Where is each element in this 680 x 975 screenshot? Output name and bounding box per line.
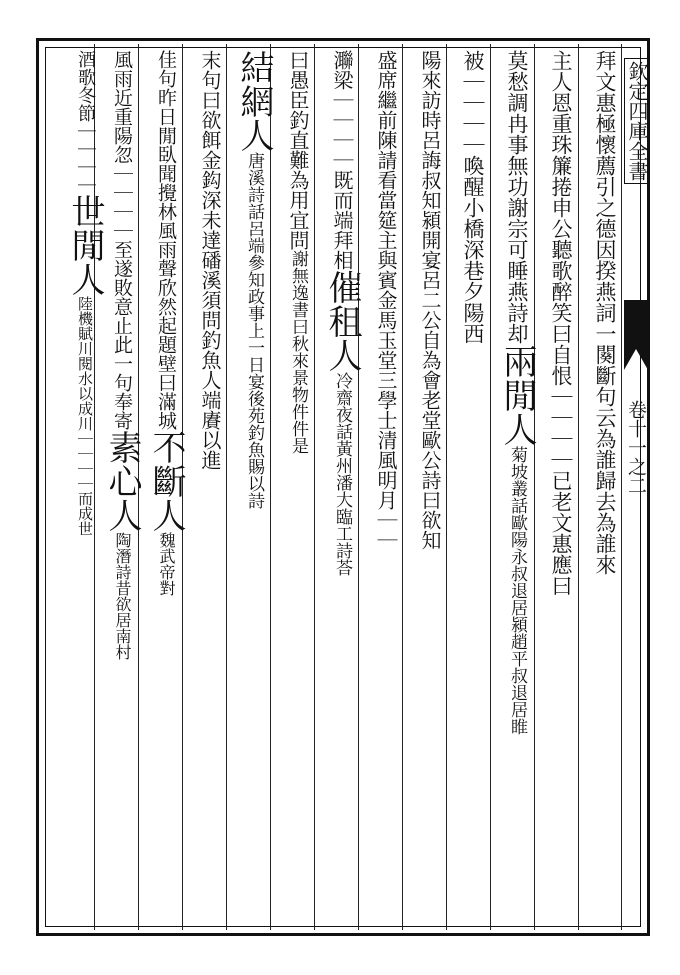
heading-bu-duan-ren: 不斷人 (146, 430, 186, 532)
heading-shi-xian-ren: 世閒人 (65, 194, 105, 296)
heading-cui-zu-ren: 催租人 (322, 270, 362, 372)
text-column: 主人恩重珠簾捲申公聽歌醉笑曰自恨｜｜｜｜已老文惠應曰 (549, 50, 573, 596)
column-rule (490, 44, 491, 930)
text-column: 佳句昨日閒臥聞攪林風雨聲欣然起題壁曰滿城不斷人魏武帝對 (146, 50, 186, 596)
text-column: 結網人唐溪詩話呂端參知政事上一日宴後苑釣魚賜以詩 (234, 50, 274, 509)
column-rule (621, 44, 622, 930)
column-rule (226, 44, 227, 930)
book-title: 欽定四庫全書 (624, 58, 650, 184)
heading-liang-xian-ren: 兩閒人 (497, 344, 537, 446)
column-rule (402, 44, 403, 930)
text-column: 盛席繼前陳請看當筵主與賓金馬玉堂三學士清風明月｜｜ (374, 50, 398, 550)
text-column: 㶌梁｜｜｜｜既而端拜相催租人冷齋夜話黃州潘大臨工詩荅 (322, 50, 362, 576)
text-column: 莫愁調冉事無功謝宗可睡燕詩却兩閒人菊坡叢話歐陽永叔退居潁趙平叔退居睢 (497, 50, 537, 735)
heading-su-xin-ren: 素心人 (102, 430, 142, 532)
column-rule (446, 44, 447, 930)
column-rule (578, 44, 579, 930)
column-rule (358, 44, 359, 930)
text-column: 末句曰欲餌金鈎深未達磻溪須問釣魚人端賡以進 (198, 50, 222, 470)
column-rule (314, 44, 315, 930)
text-column: 陽來訪時呂誨叔知潁開宴呂二公自為會老堂歐公詩曰欲知 (418, 50, 442, 550)
text-column: 酒歌冬節｜｜｜｜世閒人陸機賦川閱水以成川｜｜｜｜而成世 (65, 50, 105, 536)
text-column: 拜文惠極懷薦引之德因揆燕詞一闋斷句云為誰歸去為誰來 (593, 50, 617, 575)
column-rule (534, 44, 535, 930)
text-column: 風雨近重陽忽｜｜｜｜至遂敗意止此一句奉寄素心人陶潛詩昔欲居南村 (102, 50, 142, 660)
text-column: 曰愚臣釣直難為用宜問謝無逸書曰秋來景物件件是 (286, 50, 310, 454)
volume-label: 卷十一之二 (625, 400, 647, 495)
heading-jie-wang-ren: 結網人 (234, 50, 274, 152)
text-column: 被｜｜｜｜喚醒小橋深巷夕陽西 (461, 50, 485, 344)
column-rule (270, 44, 271, 930)
